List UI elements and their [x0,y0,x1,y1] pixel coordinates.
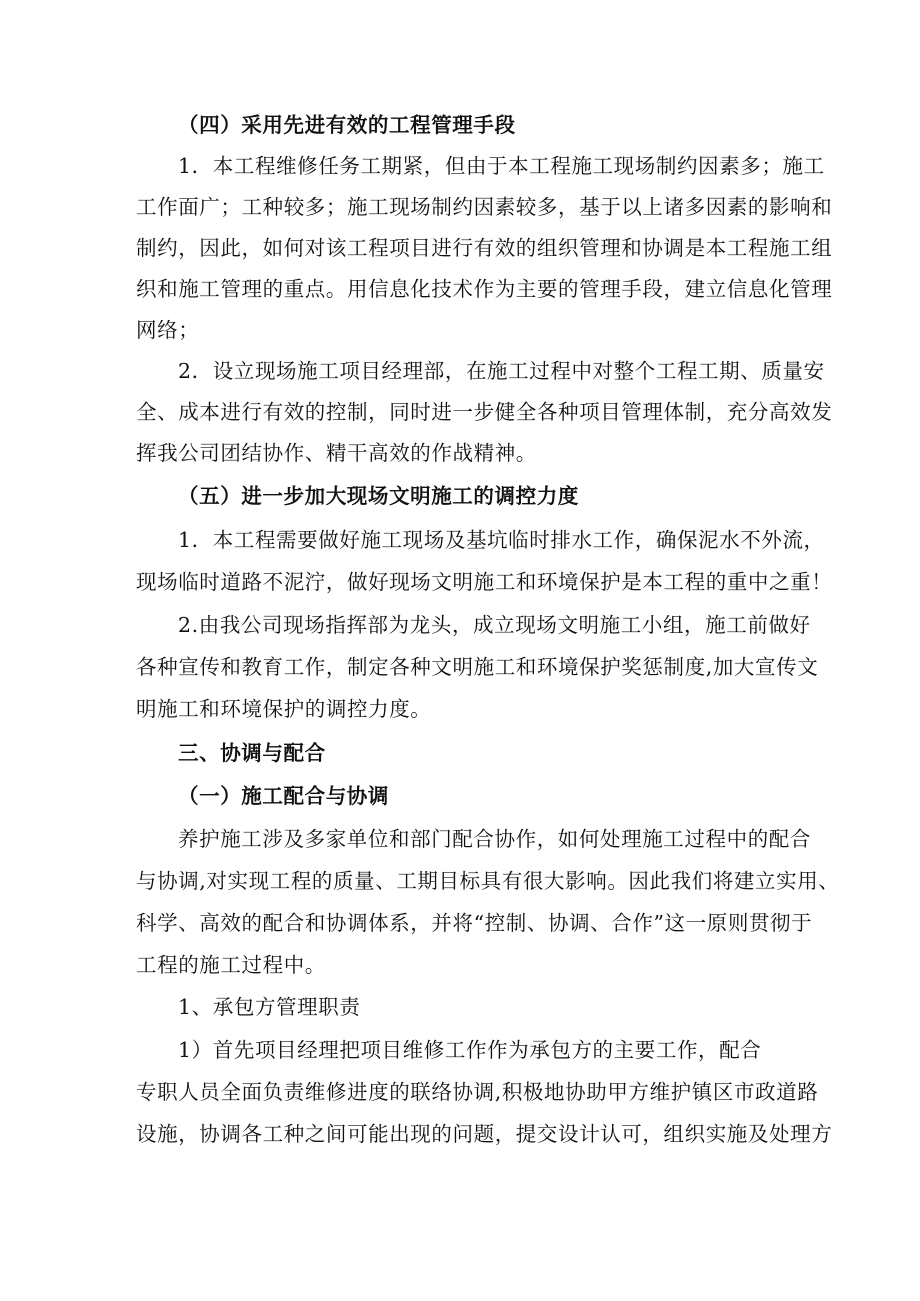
paragraph-line: 专职人员全面负责维修进度的联络协调,积极地协助甲方维护镇区市政道路 [136,1080,819,1104]
paragraph-line: 2．设立现场施工项目经理部，在施工过程中对整个工程工期、质量安 [178,359,825,383]
heading-section-three: 三、协调与配合 [178,741,326,765]
heading-section-4: （四）采用先进有效的工程管理手段 [178,113,516,137]
heading-section-5: （五）进一步加大现场文明施工的调控力度 [178,484,579,508]
paragraph-line: 制约，因此，如何对该工程项目进行有效的组织管理和协调是本工程施工组 [136,236,833,260]
paragraph-line: 科学、高效的配合和协调体系，并将“控制、协调、合作”这一原则贯彻于 [136,911,813,935]
heading-subsection-1: （一）施工配合与协调 [178,784,389,808]
paragraph-line: 全、成本进行有效的控制，同时进一步健全各种项目管理体制，充分高效发 [136,400,833,424]
paragraph-line: 1）首先项目经理把项目维修工作作为承包方的主要工作，配合 [178,1038,762,1062]
paragraph-line: 工作面广；工种较多；施工现场制约因素较多，基于以上诸多因素的影响和 [136,195,833,219]
paragraph-line: 与协调,对实现工程的质量、工期目标具有很大影响。因此我们将建立实用、 [136,869,840,893]
paragraph-line: 织和施工管理的重点。用信息化技术作为主要的管理手段，建立信息化管理 [136,277,833,301]
paragraph-line: 1．本工程维修任务工期紧，但由于本工程施工现场制约因素多；施工 [178,154,825,178]
paragraph-line: 1．本工程需要做好施工现场及基坑临时排水工作，确保泥水不外流， [178,528,825,552]
paragraph-line: 网络； [136,318,200,342]
paragraph-line: 挥我公司团结协作、精干高效的作战精神。 [136,441,537,465]
paragraph-line: 养护施工涉及多家单位和部门配合协作，如何处理施工过程中的配合 [178,827,811,851]
paragraph-line: 设施，协调各工种之间可能出现的问题，提交设计认可，组织实施及处理方 [136,1122,833,1146]
list-item-heading: 1、承包方管理职责 [178,995,361,1019]
paragraph-line: 2.由我公司现场指挥部为龙头，成立现场文明施工小组，施工前做好 [178,613,811,637]
paragraph-line: 各种宣传和教育工作，制定各种文明施工和环境保护奖惩制度,加大宣传文 [136,655,819,679]
paragraph-line: 明施工和环境保护的调控力度。 [136,697,432,721]
paragraph-line: 工程的施工过程中。 [136,953,326,977]
paragraph-line: 现场临时道路不泥泞，做好现场文明施工和环境保护是本工程的重中之重！ [136,570,833,594]
